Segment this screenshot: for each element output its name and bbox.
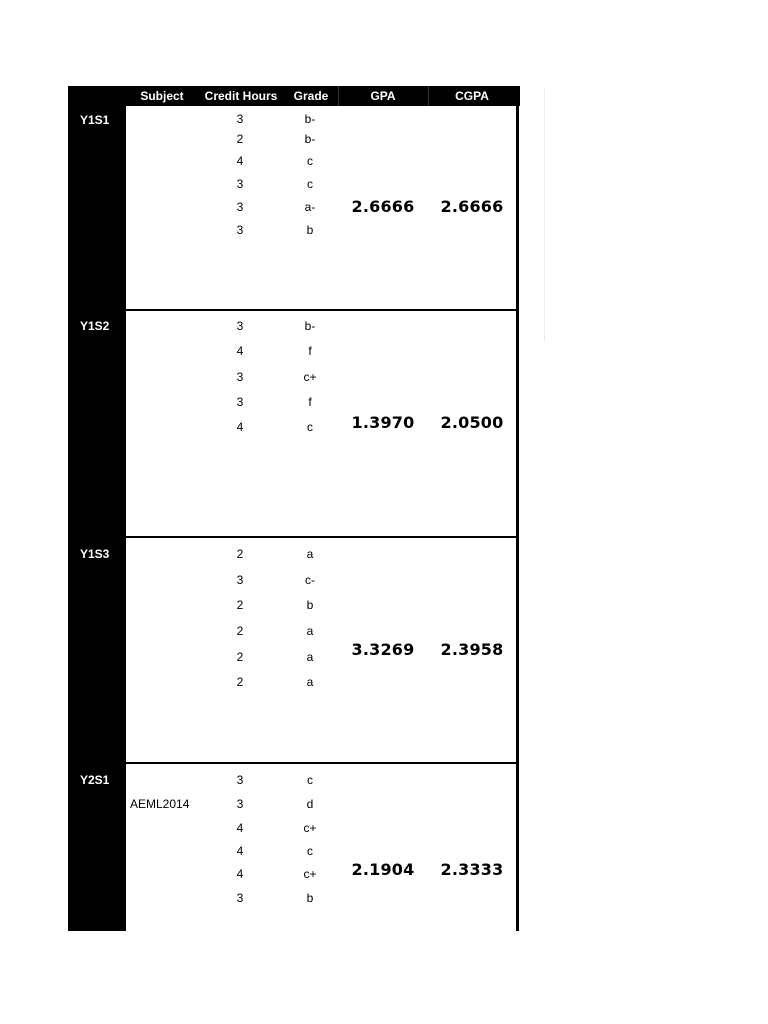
grade-cell: c- — [305, 573, 315, 587]
cgpa-value: 2.0500 — [440, 413, 504, 432]
grade-cell: c+ — [303, 867, 317, 881]
credit-cell: 4 — [236, 844, 244, 858]
credit-cell: 4 — [236, 420, 244, 434]
gpa-spreadsheet — [68, 86, 520, 931]
grade-cell: c — [307, 420, 313, 434]
semester-column — [68, 86, 126, 931]
gpa-value: 1.3970 — [351, 413, 415, 432]
semester-divider — [126, 309, 517, 311]
credit-cell: 2 — [236, 675, 244, 689]
credit-cell: 2 — [236, 650, 244, 664]
header-gpa: GPA — [370, 89, 396, 103]
cgpa-value: 2.3958 — [440, 640, 504, 659]
grade-cell: c — [307, 177, 313, 191]
credit-cell: 3 — [236, 223, 244, 237]
credit-cell: 2 — [236, 624, 244, 638]
credit-cell: 4 — [236, 154, 244, 168]
credit-cell: 3 — [236, 200, 244, 214]
grade-cell: c — [307, 154, 313, 168]
credit-cell: 3 — [236, 797, 244, 811]
grade-cell: b- — [304, 319, 316, 333]
grade-cell: f — [308, 344, 312, 358]
semester-divider — [126, 536, 517, 538]
grade-cell: d — [306, 797, 314, 811]
semester-label: Y1S3 — [80, 547, 110, 561]
cgpa-value: 2.3333 — [440, 860, 504, 879]
credit-cell: 4 — [236, 821, 244, 835]
grade-cell: a- — [304, 200, 316, 214]
gpa-value: 2.1904 — [351, 860, 415, 879]
credit-cell: 3 — [236, 773, 244, 787]
subject-cell: AEML2014 — [130, 797, 190, 811]
grade-cell: a — [306, 624, 314, 638]
grade-cell: b — [306, 598, 314, 612]
semester-label: Y1S2 — [80, 319, 110, 333]
gpa-value: 3.3269 — [351, 640, 415, 659]
cgpa-value: 2.6666 — [440, 197, 504, 216]
header-separator — [338, 86, 339, 106]
credit-cell: 4 — [236, 344, 244, 358]
header-grade: Grade — [293, 89, 329, 103]
header-cgpa: CGPA — [455, 89, 489, 103]
grade-cell: c+ — [303, 370, 317, 384]
gpa-value: 2.6666 — [351, 197, 415, 216]
table-right-border — [516, 86, 519, 931]
credit-cell: 2 — [236, 598, 244, 612]
header-separator — [428, 86, 429, 106]
grade-cell: c — [307, 844, 313, 858]
credit-cell: 3 — [236, 370, 244, 384]
credit-cell: 3 — [236, 395, 244, 409]
semester-divider — [126, 762, 517, 764]
grade-cell: a — [306, 547, 314, 561]
semester-label: Y1S1 — [80, 113, 110, 127]
credit-cell: 3 — [236, 112, 244, 126]
credit-cell: 2 — [236, 132, 244, 146]
page-boundary-guide — [544, 88, 545, 342]
credit-cell: 3 — [236, 177, 244, 191]
grade-cell: f — [308, 395, 312, 409]
header-credit-hours: Credit Hours — [204, 89, 278, 103]
credit-cell: 3 — [236, 891, 244, 905]
grade-cell: c — [307, 773, 313, 787]
grade-cell: b — [306, 223, 314, 237]
semester-label: Y2S1 — [80, 773, 110, 787]
grade-cell: b- — [304, 132, 316, 146]
grade-cell: a — [306, 675, 314, 689]
credit-cell: 4 — [236, 867, 244, 881]
credit-cell: 2 — [236, 547, 244, 561]
grade-cell: c+ — [303, 821, 317, 835]
credit-cell: 3 — [236, 573, 244, 587]
grade-cell: b- — [304, 112, 316, 126]
credit-cell: 3 — [236, 319, 244, 333]
grade-cell: b — [306, 891, 314, 905]
grade-cell: a — [306, 650, 314, 664]
header-subject: Subject — [140, 89, 184, 103]
